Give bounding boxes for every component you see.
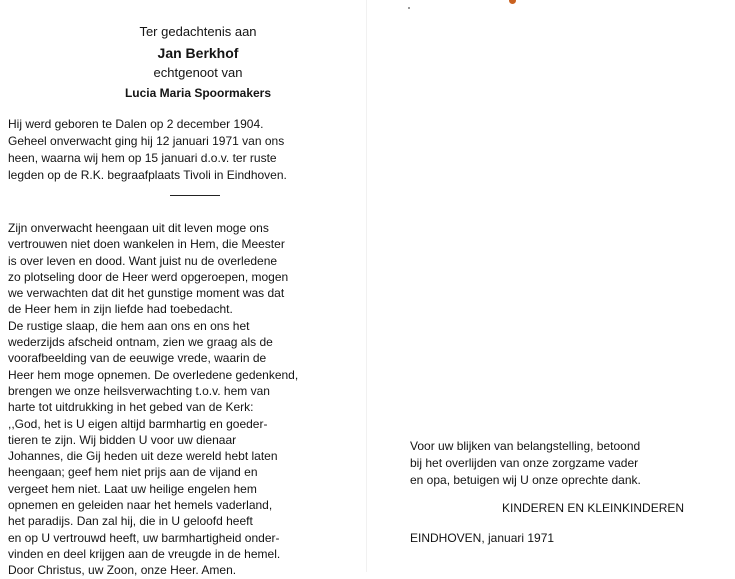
- birth-line: Geheel onverwacht ging hij 12 januari 1971 van ons: [8, 134, 285, 148]
- section-divider: [170, 195, 220, 196]
- prayer-line: zo plotseling door de Heer werd opgeroepen, mogen: [8, 269, 289, 284]
- birth-line: legden op de R.K. begraafplaats Tivoli in Eindhoven.: [8, 168, 287, 182]
- deceased-name: Jan Berkhof: [157, 45, 239, 61]
- prayer-line: wederzijds afscheid ontnam, zien we graag als de: [8, 335, 273, 350]
- prayer-paragraph: [8, 220, 347, 579]
- prayer-line: het paradijs. Dan zal hij, die in U geloofd heeft: [8, 514, 253, 529]
- prayer-line: is over leven en dood. Want juist nu de overledene: [8, 253, 278, 268]
- birth-line: Hij werd geboren te Dalen op 2 december 1904.: [8, 117, 264, 131]
- prayer-line: Zijn onverwacht heengaan uit dit leven moge ons: [8, 221, 269, 235]
- prayer-line: vinden en deel krijgen aan de vreugde in de hemel.: [8, 546, 281, 561]
- relation-text: echtgenoot van: [153, 65, 243, 80]
- prayer-line: voorafbeelding van de eeuwige vrede, waarin de: [8, 351, 267, 366]
- birth-and-burial-paragraph: [8, 116, 346, 184]
- paper-dot: [408, 7, 410, 9]
- prayer-line: opnemen en geleiden naar het hemels vaderland,: [8, 498, 273, 513]
- intro-text: Ter gedachtenis aan: [139, 24, 257, 39]
- prayer-line: harte tot uitdrukking in het gebed van de Kerk:: [8, 400, 254, 415]
- prayer-line: we verwachten dat dit het gunstige moment was dat: [8, 286, 285, 301]
- thanks-line: bij het overlijden van onze zorgzame vader: [410, 456, 639, 470]
- prayer-line: Heer hem moge opnemen. De overledene gedenkend,: [8, 367, 299, 382]
- prayer-line: brengen we onze heilsverwachting t.o.v. hem van: [8, 383, 270, 398]
- prayer-line: Door Christus, uw Zoon, onze Heer. Amen.: [8, 563, 237, 578]
- prayer-line: Johannes, die Gij heden uit deze wereld hebt laten: [8, 449, 278, 464]
- prayer-line: tieren te zijn. Wij bidden U voor uw dienaar: [8, 432, 237, 447]
- place-date: EINDHOVEN, januari 1971: [410, 531, 555, 545]
- prayer-line: de Heer hem in zijn liefde had toebedacht.: [8, 302, 233, 317]
- header-block: [58, 22, 338, 103]
- right-panel: [410, 438, 695, 489]
- card-fold-line: [366, 0, 367, 572]
- prayer-line: De rustige slaap, die hem aan ons en ons het: [8, 318, 250, 333]
- thanks-paragraph: [410, 438, 692, 489]
- spouse-name: Lucia Maria Spoormakers: [124, 86, 272, 100]
- prayer-line: heengaan; geef hem niet prijs aan de vijand en: [8, 465, 258, 480]
- prayer-line: en op U vertrouwd heeft, uw barmhartigheid onder-: [8, 530, 280, 545]
- prayer-line: vergeet hem niet. Laat uw heilige engelen hem: [8, 481, 257, 496]
- thanks-line: Voor uw blijken van belangstelling, betoond: [410, 439, 641, 453]
- birth-line: heen, waarna wij hem op 15 januari d.o.v. ter ruste: [8, 151, 277, 165]
- paper-speck: [509, 0, 516, 4]
- left-panel: [8, 22, 353, 579]
- prayer-line: vertrouwen niet doen wankelen in Hem, die Meester: [8, 237, 285, 252]
- family-signature: KINDEREN EN KLEINKINDEREN: [502, 501, 685, 515]
- prayer-line: ,,God, het is U eigen altijd barmhartig en goeder-: [8, 416, 268, 431]
- thanks-line: en opa, betuigen wij U onze oprechte dank.: [410, 473, 641, 487]
